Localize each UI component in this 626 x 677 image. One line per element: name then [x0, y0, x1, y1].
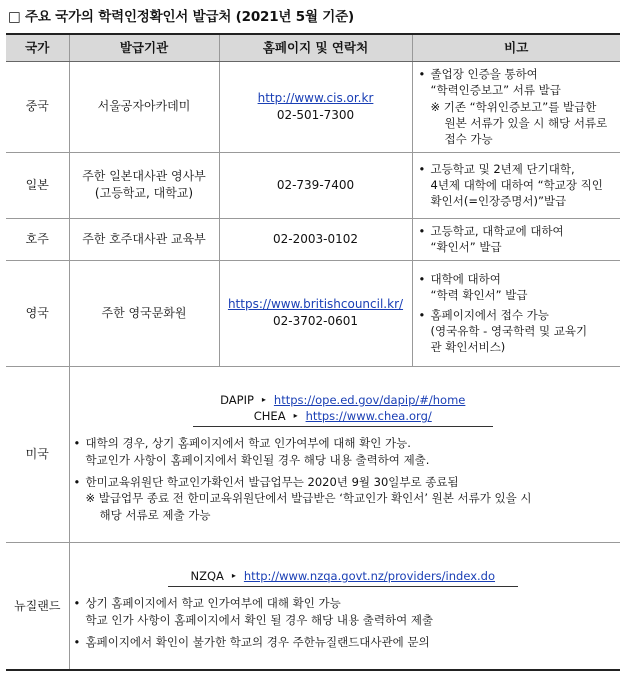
remark-bullet: • 졸업장 인증을 통하여 “학력인증보고” 서류 발급 [418, 67, 561, 98]
remark-bullet: • 홈페이지에서 확인이 불가한 학교의 경우 주한뉴질랜드대사관에 문의 [73, 634, 430, 649]
phone-number: 02-2003-0102 [272, 231, 358, 246]
arrow-icon: ▸ [231, 570, 236, 580]
remark-bullet: • 대학에 대하여 “학력 확인서” 발급 [418, 271, 528, 303]
bullet-icon: • [418, 223, 426, 238]
remark-note: ※ 기존 “학위인증보고”를 발급한 원본 서류가 있을 시 해당 서류로 접수 가능 [430, 99, 608, 147]
bullet-icon: • [73, 596, 81, 611]
table-row-china [6, 62, 620, 153]
link-label: DAPIP [220, 392, 254, 407]
contact-cell [219, 152, 412, 218]
header-remarks: 비고 [412, 34, 620, 62]
country-cell: 호주 [6, 218, 69, 260]
contact-cell [219, 62, 412, 153]
homepage-link[interactable]: https://www.britishcouncil.kr/ [227, 297, 404, 312]
table-row-uk [6, 260, 620, 366]
phone-number: 02-739-7400 [276, 177, 355, 192]
table-row-australia [6, 218, 620, 260]
issuer-table [6, 33, 620, 671]
phone-number: 02-3702-0601 [272, 314, 358, 329]
country-cell: 일본 [6, 152, 69, 218]
header-contact: 홈페이지 및 연락처 [219, 34, 412, 62]
remarks-cell [69, 542, 620, 670]
remark-bullet: • 대학의 경우, 상기 홈페이지에서 학교 인가여부에 대해 확인 가능. 학교인가 사항이 홈페이지에서 확인될 경우 해당 내용 출력하여 제출. [73, 436, 430, 467]
country-cell: 영국 [6, 260, 69, 366]
dapip-link[interactable]: https://ope.ed.gov/dapip/#/home [273, 392, 466, 407]
bullet-icon: • [73, 634, 81, 649]
remarks-cell [412, 218, 620, 260]
issuer-cell: 주한 영국문화원 [69, 260, 219, 366]
contact-cell [219, 218, 412, 260]
link-box [193, 392, 493, 428]
remark-bullet: • 홈페이지에서 접수 가능 (영국유학 - 영국학력 및 교육기 관 확인서비스) [418, 307, 588, 355]
remark-note: ※ 발급업무 종료 전 한미교육위원단에서 발급받은 ‘학교인가 확인서’ 원본 서류가 있을 시 해당 서류로 제출 가능 [85, 491, 532, 522]
remark-bullet: • 한미교육위원단 학교인가확인서 발급업무는 2020년 9월 30일부로 종료됨 [73, 474, 459, 489]
country-cell: 뉴질랜드 [6, 542, 69, 670]
issuer-cell: 주한 호주대사관 교육부 [69, 218, 219, 260]
bullet-icon: • [418, 161, 426, 176]
link-label: NZQA [190, 568, 224, 583]
table-row-new-zealand [6, 542, 620, 670]
document-title: □ 주요 국가의 학력인정확인서 발급처 (2021년 5월 기준) [8, 9, 354, 25]
country-cell: 중국 [6, 62, 69, 153]
table-row-usa [6, 366, 620, 542]
table-header-row [6, 34, 620, 62]
remarks-cell [412, 62, 620, 153]
chea-link[interactable]: https://www.chea.org/ [305, 408, 432, 423]
bullet-icon: • [418, 271, 426, 286]
bullet-icon: • [418, 307, 426, 322]
arrow-icon: ▸ [293, 410, 298, 420]
link-box [168, 568, 518, 587]
remark-bullet: • 고등학교 및 2년제 단기대학, 4년제 대학에 대하여 “학교장 직인 확인서(=인장증명서)”발급 [418, 161, 603, 209]
remarks-cell [412, 152, 620, 218]
bullet-icon: • [73, 474, 81, 489]
remarks-cell [69, 366, 620, 542]
header-issuer: 발급기관 [69, 34, 219, 62]
arrow-icon: ▸ [261, 394, 266, 404]
issuer-cell: 서울공자아카데미 [69, 62, 219, 153]
table-row-japan [6, 152, 620, 218]
homepage-link[interactable]: http://www.cis.or.kr [257, 90, 374, 105]
contact-cell [219, 260, 412, 366]
country-cell: 미국 [6, 366, 69, 542]
bullet-icon: • [73, 436, 81, 451]
bullet-icon: • [418, 67, 426, 82]
header-country: 국가 [6, 34, 69, 62]
remarks-cell [412, 260, 620, 366]
nzqa-link[interactable]: http://www.nzqa.govt.nz/providers/index.do [243, 568, 496, 583]
link-label: CHEA [253, 408, 286, 423]
remark-bullet: • 상기 홈페이지에서 학교 인가여부에 대해 확인 가능 학교 인가 사항이 홈페이지에서 확인 될 경우 해당 내용 출력하여 제출 [73, 596, 434, 627]
issuer-cell: 주한 일본대사관 영사부 (고등학교, 대학교) [69, 152, 219, 218]
remark-bullet: • 고등학교, 대학교에 대하여 “확인서” 발급 [418, 223, 564, 255]
phone-number: 02-501-7300 [276, 107, 355, 122]
